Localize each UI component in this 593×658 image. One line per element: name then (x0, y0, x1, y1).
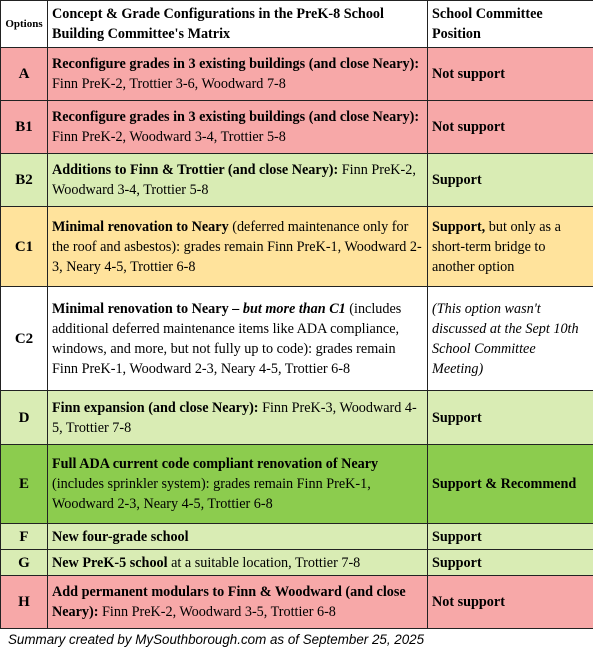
header-row (1, 1, 593, 48)
concept-bold: Minimal renovation to Neary (52, 218, 229, 235)
table-row (1, 101, 593, 154)
position-cell: Support (428, 391, 593, 445)
concept-detail: at a suitable location, Trottier 7-8 (167, 554, 361, 571)
table-row (1, 287, 593, 391)
table-row (1, 524, 593, 550)
concept-detail: (includes sprinkler system): grades remain Finn PreK-1, Woodward 2-3, Neary 4-5, Trottier 6-8 (52, 476, 371, 512)
concept-detail: Finn PreK-2, Trottier 3-6, Woodward 7-8 (52, 76, 286, 92)
position-cell: Support (428, 524, 593, 550)
concept-bold: New four-grade school (52, 528, 189, 545)
concept-cell (48, 154, 428, 207)
concept-cell (48, 524, 428, 550)
concept-detail: Finn PreK-3, Woodward 4-5, Trottier 7-8 (52, 399, 417, 436)
concept-header: Concept & Grade Configurations in the PreK-8 School Building Committee's Matrix (48, 1, 428, 48)
concept-bold: Add permanent modulars to Finn & Woodward (and close Neary): (52, 584, 406, 620)
option-id: F (1, 524, 48, 550)
position-header: School Committee Position (428, 1, 593, 48)
option-id: G (1, 550, 48, 576)
option-id: A (1, 48, 48, 101)
option-id: B1 (1, 101, 48, 154)
option-id: C2 (1, 287, 48, 391)
concept-detail: (includes additional deferred maintenance items like ADA compliance, windows, and more, but not fully up to code): grades remain Finn PreK-1, Woodward 2-3, Neary 4-5, Trottier 6-8 (52, 300, 402, 377)
concept-bold: Minimal renovation to Neary (52, 300, 229, 317)
concept-bold: Reconfigure grades in 3 existing buildings (and close Neary): (52, 109, 420, 125)
concept-cell (48, 576, 428, 629)
concept-bold: Reconfigure grades in 3 existing buildings (and close Neary): (52, 56, 420, 72)
table-row (1, 576, 593, 629)
position-cell (428, 207, 593, 287)
concept-detail: Finn PreK-2, Woodward 3-5, Trottier 6-8 (98, 604, 336, 620)
table-row (1, 207, 593, 287)
option-id: B2 (1, 154, 48, 207)
concept-bold: New PreK-5 school (52, 554, 168, 571)
concept-bold: Finn expansion (and close Neary): (52, 399, 259, 416)
concept-cell (48, 287, 428, 391)
position-bold: Support, (432, 218, 486, 235)
table-row (1, 391, 593, 445)
concept-detail: Finn PreK-2, Woodward 3-4, Trottier 5-8 (52, 162, 416, 198)
table-row (1, 550, 593, 576)
concept-cell (48, 445, 428, 524)
concept-cell (48, 550, 428, 576)
concept-detail: (deferred maintenance only for the roof and asbestos): grades remain Finn PreK-1, Woodward 2-3, Neary 4-5, Trottier 6-8 (52, 218, 422, 275)
concept-cell (48, 207, 428, 287)
concept-detail: Finn PreK-2, Woodward 3-4, Trottier 5-8 (52, 129, 286, 145)
table-row (1, 154, 593, 207)
position-cell: Support (428, 550, 593, 576)
concept-bold-italic: – but more than C1 (228, 300, 346, 317)
concept-cell (48, 391, 428, 445)
position-cell: Not support (428, 101, 593, 154)
position-cell: (This option wasn't discussed at the Sept 10th School Committee Meeting) (428, 287, 593, 391)
concept-cell (48, 48, 428, 101)
option-id: C1 (1, 207, 48, 287)
table-row (1, 48, 593, 101)
concept-bold: Full ADA current code compliant renovation of Neary (52, 456, 379, 472)
concept-bold: Additions to Finn & Trottier (and close Neary): (52, 162, 339, 178)
option-id: H (1, 576, 48, 629)
options-header: Options (1, 1, 48, 48)
position-cell: Not support (428, 576, 593, 629)
position-detail: but only as a short-term bridge to another option (432, 218, 561, 275)
position-cell: Not support (428, 48, 593, 101)
option-id: D (1, 391, 48, 445)
position-cell: Support & Recommend (428, 445, 593, 524)
table-row (1, 445, 593, 524)
option-id: E (1, 445, 48, 524)
summary-footer: Summary created by MySouthborough.com as of September 25, 2025 (8, 632, 425, 647)
position-cell: Support (428, 154, 593, 207)
concept-cell (48, 101, 428, 154)
